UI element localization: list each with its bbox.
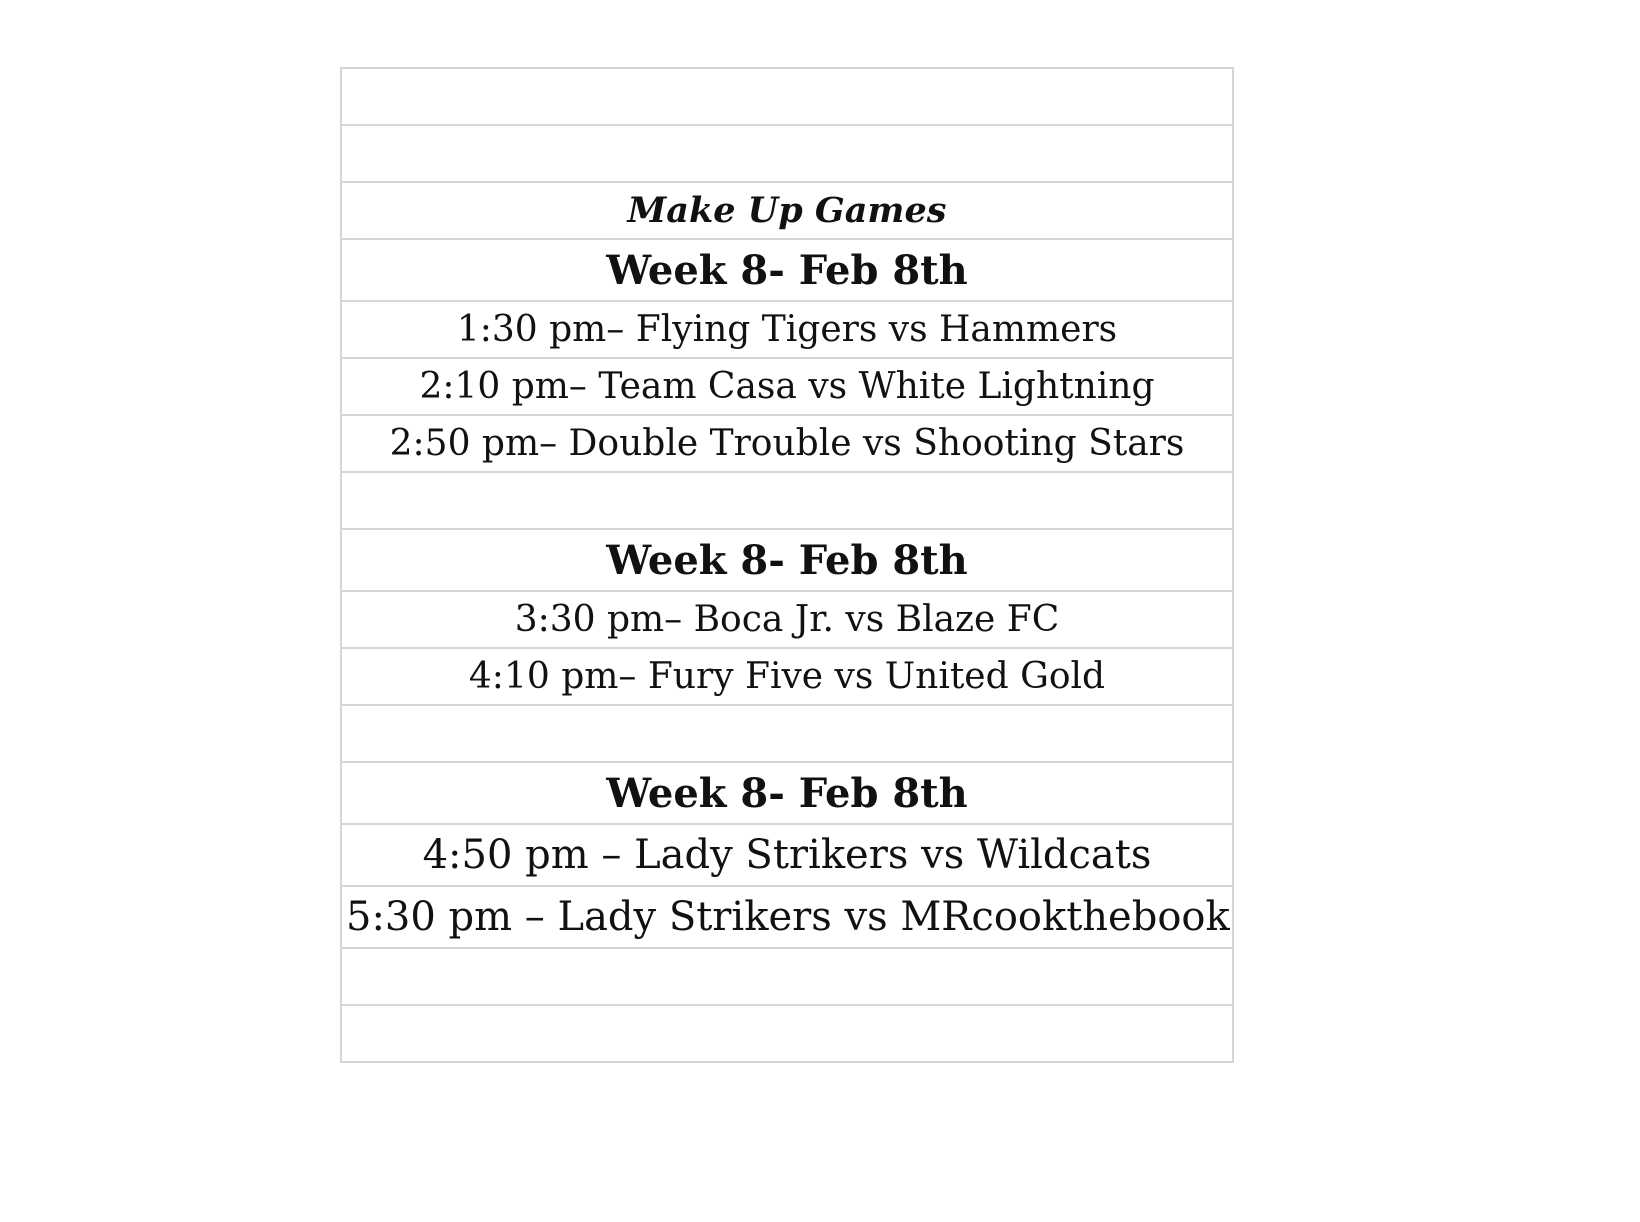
game-entry: 2:10 pm– Team Casa vs White Lightning xyxy=(341,358,1233,415)
empty-row xyxy=(341,705,1233,762)
game-row xyxy=(341,824,1233,886)
empty-cell xyxy=(341,125,1233,182)
game-row xyxy=(341,301,1233,358)
section-heading-row xyxy=(341,762,1233,824)
game-row xyxy=(341,648,1233,705)
empty-cell xyxy=(341,472,1233,529)
empty-row xyxy=(341,68,1233,125)
empty-cell xyxy=(341,948,1233,1005)
game-row xyxy=(341,415,1233,472)
game-row xyxy=(341,886,1233,948)
game-entry: 4:10 pm– Fury Five vs United Gold xyxy=(341,648,1233,705)
section-heading: Week 8- Feb 8th xyxy=(341,529,1233,591)
empty-row xyxy=(341,1005,1233,1062)
empty-row xyxy=(341,948,1233,1005)
schedule-table xyxy=(340,67,1234,1063)
empty-cell xyxy=(341,705,1233,762)
section-heading: Week 8- Feb 8th xyxy=(341,239,1233,301)
game-row xyxy=(341,358,1233,415)
game-row xyxy=(341,591,1233,648)
game-entry: 2:50 pm– Double Trouble vs Shooting Stars xyxy=(341,415,1233,472)
section-heading-row xyxy=(341,239,1233,301)
game-entry: 1:30 pm– Flying Tigers vs Hammers xyxy=(341,301,1233,358)
empty-row xyxy=(341,125,1233,182)
empty-cell xyxy=(341,68,1233,125)
section-heading-row xyxy=(341,529,1233,591)
subtitle: Make Up Games xyxy=(341,182,1233,239)
section-heading: Week 8- Feb 8th xyxy=(341,762,1233,824)
empty-row xyxy=(341,472,1233,529)
subtitle-row xyxy=(341,182,1233,239)
game-entry: 5:30 pm – Lady Strikers vs MRcookthebook xyxy=(341,886,1233,948)
game-entry: 3:30 pm– Boca Jr. vs Blaze FC xyxy=(341,591,1233,648)
empty-cell xyxy=(341,1005,1233,1062)
game-entry: 4:50 pm – Lady Strikers vs Wildcats xyxy=(341,824,1233,886)
